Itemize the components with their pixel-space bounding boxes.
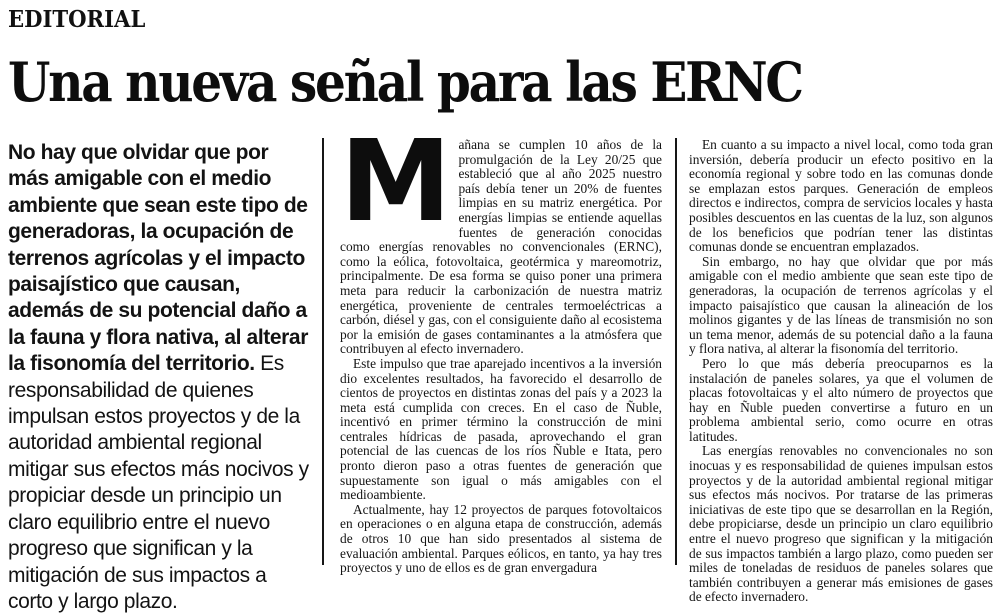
body-paragraph: Pero lo que más debería preocuparnos es la instalación de paneles solares, ya que el volumen de placas fotovoltaicas y el alto número de proyectos que hay en Ñuble pueden convertirse a futuro en un problema ambiental serio, como ocurre en otras latitudes. (689, 355, 993, 444)
body-paragraph: Este impulso que trae aparejado incentivos a la inversión dio excelentes resultados, ha favorecido el desarrollo de cientos de proyectos en distintas zonas del país y a 2023 la meta está cumplida con creces. En el caso de Ñuble, incentivó en primer término la construcción de mini centrales hídricas de pasada, aprovechando el gran potencial de las cuencas de los ríos Ñuble e Itata, pero pronto dieron paso a otras fuentes de generación que supuestamente son igual o más amigables con el medioambiente. (340, 355, 662, 503)
lead-paragraph (8, 140, 314, 615)
body-paragraph: Actualmente, hay 12 proyectos de parques fotovoltaicos en operaciones o en alguna etapa de construcción, además de otros 10 que han sido presentados al sistema de evaluación ambiental. Parques eólicos, en tanto, ya hay tres proyectos y uno de ellos es de gran envergadura (340, 501, 662, 576)
body-paragraph: Sin embargo, no hay que olvidar que por más amigable con el medio ambiente que sean este tipo de generadoras, la ocupación de terrenos agrícolas y el impacto paisajístico que causan la alineación de los molinos gigantes y de las líneas de transmisión no son un tema menor, además de su potencial daño a la fauna y flora nativa, al alterar la fisonomía del territorio. (689, 253, 993, 357)
article-columns (8, 117, 994, 613)
body-text: añana se cumplen 10 años de la promulgación de la Ley 20/25 que estableció que al año 2025 nuestro país debía tener un 20% de fuentes limpias en su matriz energética. Por energías limpias se entiende aquellas fuentes de generación conocidas como energías renovables no convencionales (ERNC), como la eólica, fotovoltaica, geotérmica y mareomotriz, principalmente. De esa forma se quiso poner una primera meta para reducir la carbonización de nuestra matriz energética, proveniente de centrales termoeléctricas a carbón, diésel y gas, con el consiguiente daño al ecosistema por la emisión de gases contaminantes a la atmósfera que contribuyen al efecto invernadero. (340, 137, 662, 357)
body-paragraph-dropcap (340, 117, 662, 357)
lead-regular-text: Es responsabilidad de quienes impulsan estos proyectos y de la autoridad ambiental regional mitigar sus efectos más nocivos y propiciar desde un principio un claro equilibrio entre el nuevo progreso que significan y la mitigación de sus impactos a corto y largo plazo. (8, 352, 309, 613)
section-kicker: EDITORIAL (8, 6, 146, 33)
body-column-2 (689, 137, 993, 605)
lead-column (8, 138, 314, 613)
article-header (8, 6, 994, 114)
column-divider-1 (322, 138, 324, 565)
body-paragraph: Las energías renovables no convencionales no son inocuas y es responsabilidad de quienes impulsan estos proyectos y de la autoridad ambiental regional mitigar sus efectos más nocivos. Por tratarse de las primeras iniciativas de este tipo que se desarrollan en la Región, debe propiciarse, desde un principio un claro equilibrio entre el nuevo progreso que significan y la mitigación de sus impactos también a largo plazo, como pueden ser miles de toneladas de residuos de paneles solares que también contribuyen a generar más emisiones de gases de efecto invernadero. (689, 443, 993, 605)
body-column-1 (340, 117, 662, 577)
column-divider-2 (675, 138, 677, 565)
drop-cap: M (340, 117, 452, 247)
headline: Una nueva señal para las ERNC (8, 50, 802, 114)
body-paragraph: En cuanto a su impacto a nivel local, como toda gran inversión, debería producir un efecto positivo en la economía regional y sobre todo en las comunas donde se emplazan estos parques. Generación de empleos directos e indirectos, compra de servicios locales y hasta posibles descuentos en las cuentas de la luz, son algunos de los beneficios que podrían tener las distintas comunas donde se encuentran emplazados. (689, 137, 993, 255)
lead-bold-text: No hay que olvidar que por más amigable con el medio ambiente que sean este tipo de generadoras, la ocupación de terrenos agrícolas y el impacto paisajístico que causan, además de su potencial daño a la fauna y flora nativa, al alterar la fisonomía del territorio. (8, 141, 308, 376)
